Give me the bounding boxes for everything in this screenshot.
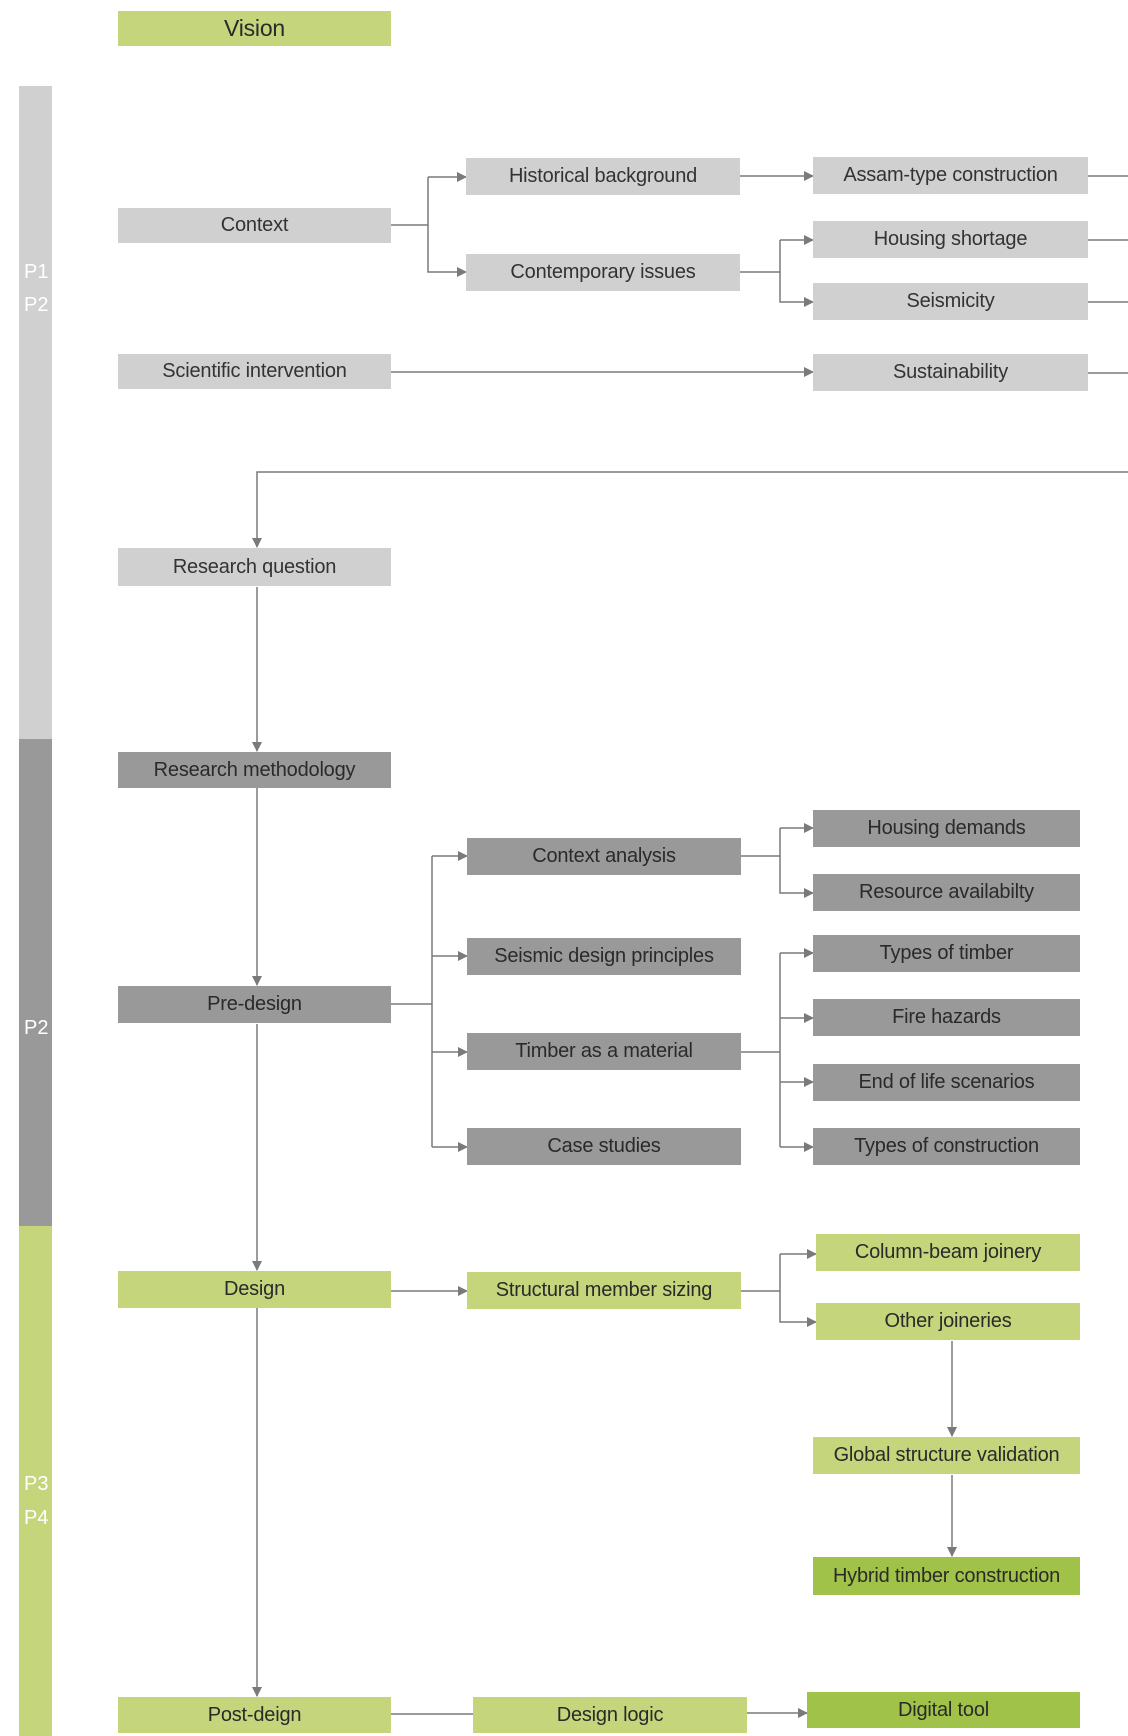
edge-contemporary-seismicity — [780, 272, 813, 302]
node-types-of-timber: Types of timber — [813, 935, 1080, 972]
node-assam-type-construction: Assam-type construction — [813, 157, 1088, 194]
node-seismicity: Seismicity — [813, 283, 1088, 320]
edge-sizing-other — [780, 1291, 816, 1322]
node-column-beam-joinery: Column-beam joinery — [816, 1234, 1080, 1271]
node-seismic-design-principles: Seismic design principles — [467, 938, 741, 975]
node-context-analysis: Context analysis — [467, 838, 741, 875]
node-design-logic: Design logic — [473, 1697, 747, 1733]
node-post-design: Post-deign — [118, 1697, 391, 1733]
edge-context-analysis-resource — [780, 856, 813, 893]
node-end-of-life-scenarios: End of life scenarios — [813, 1064, 1080, 1101]
node-design: Design — [118, 1271, 391, 1308]
edge-context-contemporary — [428, 225, 466, 272]
node-digital-tool: Digital tool — [807, 1692, 1080, 1728]
node-case-studies: Case studies — [467, 1128, 741, 1165]
node-hybrid-timber-construction: Hybrid timber construction — [813, 1557, 1080, 1595]
edge-context-trunk — [391, 177, 428, 225]
edge-context-analysis-trunk — [741, 828, 780, 856]
edge-predesign-trunk — [391, 856, 432, 1147]
edge-return-research-question — [257, 472, 1128, 547]
node-types-of-construction: Types of construction — [813, 1128, 1080, 1165]
node-fire-hazards: Fire hazards — [813, 999, 1080, 1036]
node-structural-member-sizing: Structural member sizing — [467, 1272, 741, 1309]
edge-sizing-trunk — [741, 1254, 780, 1291]
node-timber-as-a-material: Timber as a material — [467, 1033, 741, 1070]
node-sustainability: Sustainability — [813, 354, 1088, 391]
phase-label-p1: P1 — [24, 261, 49, 283]
node-contemporary-issues: Contemporary issues — [466, 254, 740, 291]
phase-label-p2-first: P2 — [24, 294, 49, 316]
node-scientific-intervention: Scientific intervention — [118, 354, 391, 389]
node-pre-design: Pre-design — [118, 986, 391, 1023]
node-other-joineries: Other joineries — [816, 1303, 1080, 1340]
node-vision: Vision — [118, 11, 391, 46]
node-research-question: Research question — [118, 548, 391, 586]
phase-label-p4: P4 — [24, 1507, 49, 1529]
node-housing-demands: Housing demands — [813, 810, 1080, 847]
phase-label-p2: P2 — [24, 1017, 49, 1039]
node-global-structure-validation: Global structure validation — [813, 1437, 1080, 1474]
node-context: Context — [118, 208, 391, 243]
node-research-methodology: Research methodology — [118, 752, 391, 788]
node-resource-availability: Resource availabilty — [813, 874, 1080, 911]
node-housing-shortage: Housing shortage — [813, 221, 1088, 258]
edge-contemporary-trunk — [740, 240, 780, 272]
phase-label-p3: P3 — [24, 1473, 49, 1495]
node-historical-background: Historical background — [466, 158, 740, 195]
edge-timber-trunk — [741, 953, 780, 1147]
